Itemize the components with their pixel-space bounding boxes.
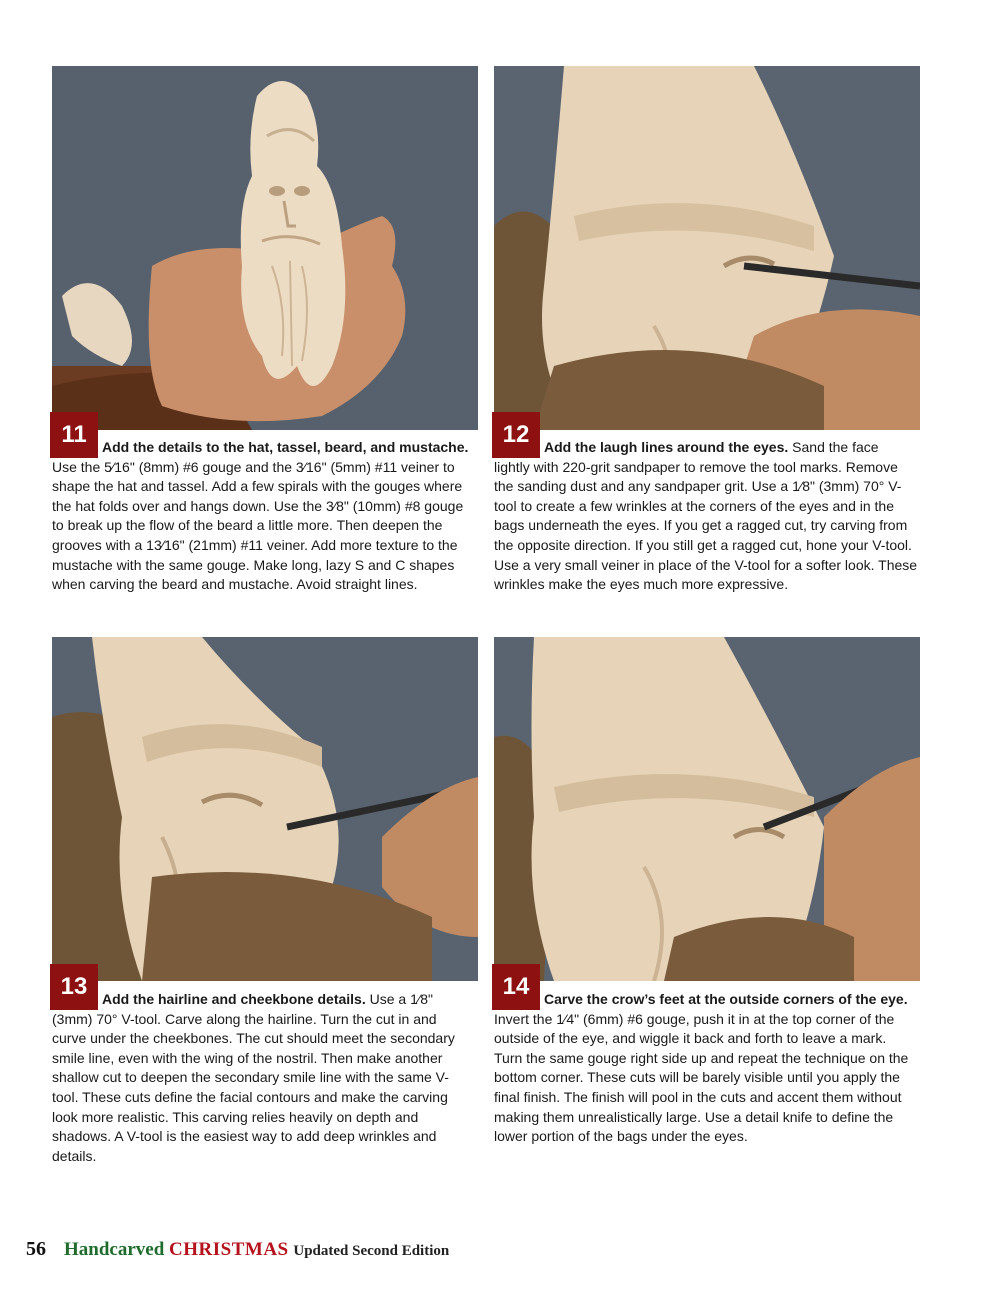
step-heading: Add the details to the hat, tassel, beard, and mustache. — [102, 439, 469, 455]
step-heading: Carve the crow’s feet at the outside corners of the eye. — [544, 991, 908, 1007]
step-body: Use the 5⁄16" (8mm) #6 gouge and the 3⁄16" (5mm) #11 veiner to shape the hat and tassel. Add a few spirals with the gouges where the hat folds over and hangs down. Use the 3⁄8" (10mm) #8 gouge to break up the flow of the beard a little more. Then deepen the grooves with a 13⁄16" (21mm) #11 veiner. Add more texture to the mustache with the same gouge. Make long, lazy S and C shapes when carving the beard and mustache. Avoid straight lines. — [52, 458, 464, 593]
step-12-photo — [494, 66, 920, 430]
hand-holding-carving-icon — [52, 66, 478, 430]
step-number-badge: 12 — [492, 412, 540, 458]
step-number-badge: 13 — [50, 964, 98, 1010]
page-number: 56 — [26, 1238, 46, 1260]
step-body: Sand the face lightly with 220-grit sandpaper to remove the tool marks. Remove the sanding dust and any sandpaper grit. Use a 1⁄8" (3mm) 70° V-tool to create a few wrinkles at the corners of the eyes and in the bags underneath the eyes. If you get a ragged cut, try carving from the opposite direction. If you still get a ragged cut, hone your V-tool. Use a very small veiner in place of the V-tool for a softer look. These wrinkles make the eyes much more expressive. — [494, 439, 918, 593]
step-13-caption — [52, 990, 464, 1166]
step-number-badge: 14 — [492, 964, 540, 1010]
step-13-photo — [52, 637, 478, 981]
step-heading: Add the hairline and cheekbone details. — [102, 991, 366, 1007]
cheekbone-carving-icon — [52, 637, 478, 981]
book-title — [64, 1239, 449, 1261]
step-14-photo — [494, 637, 920, 981]
book-title-edition: Updated Second Edition — [293, 1243, 450, 1259]
step-heading: Add the laugh lines around the eyes. — [544, 439, 789, 455]
step-body: Invert the 1⁄4" (6mm) #6 gouge, push it in at the top corner of the outside of the eye, and wiggle it back and forth to leave a mark. Turn the same gouge right side up and repeat the technique on the bottom corner. These cuts will be barely visible until you apply the final finish. The finish will pool in the cuts and accent them without making them unrealistically large. Use a detail knife to define the lower portion of the bags under the eyes. — [494, 1010, 909, 1145]
book-title-handcarved: Handcarved — [64, 1239, 165, 1260]
step-11-photo — [52, 66, 478, 430]
v-tool-eye-closeup-icon — [494, 66, 920, 430]
step-number-badge: 11 — [50, 412, 98, 458]
step-14-caption — [494, 990, 918, 1147]
step-body: Use a 1⁄8" (3mm) 70° V-tool. Carve along the hairline. Turn the cut in and curve under the cheekbones. The cut should meet the secondary smile line, even with the wing of the nostril. Then make another shallow cut to deepen the secondary smile line with the same V-tool. These cuts define the facial contours and make the carving look more realistic. This carving relies heavily on depth and shadows. A V-tool is the easiest way to add deep wrinkles and details. — [52, 991, 455, 1164]
page-footer — [26, 1238, 449, 1268]
book-title-christmas: CHRISTMAS — [169, 1239, 289, 1260]
step-11-caption — [52, 438, 472, 595]
step-12-caption — [494, 438, 918, 595]
crows-feet-carving-icon — [494, 637, 920, 981]
